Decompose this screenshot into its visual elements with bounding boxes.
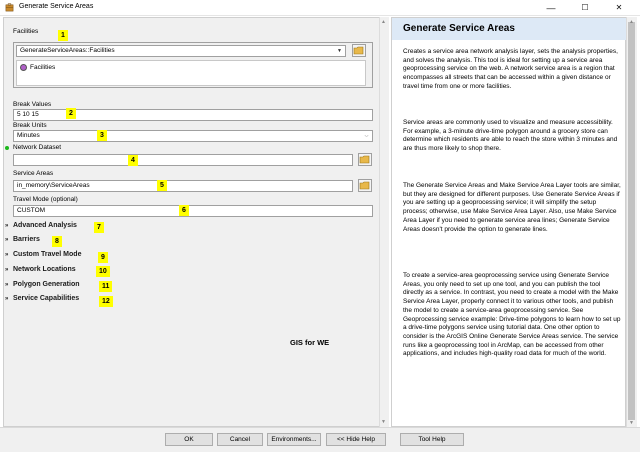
- section-advanced-analysis[interactable]: » Advanced Analysis: [5, 222, 77, 229]
- help-paragraph: The Generate Service Areas and Make Service Area Layer tools are similar, but they are designed for different purposes. Use Generate Service Areas if you are setting up a geoprocessing service; it will simplify the setup process; otherwise, use Make Service Area Layer. Also, use Make Service Area Layer if you need to generate service area lines; Generate Service Areas doesn't provide the option to generate lines.: [403, 182, 621, 233]
- window-title: Generate Service Areas: [19, 3, 94, 10]
- service-areas-label: Service Areas: [13, 170, 54, 177]
- ok-button[interactable]: OK: [165, 433, 213, 446]
- cancel-button[interactable]: Cancel: [217, 433, 263, 446]
- network-dataset-browse-button[interactable]: [358, 153, 372, 166]
- section-network-locations[interactable]: » Network Locations: [5, 266, 76, 273]
- marker-9: 9: [98, 252, 108, 263]
- minimize-button[interactable]: —: [546, 3, 556, 13]
- marker-12: 12: [99, 296, 113, 307]
- break-units-value: Minutes: [17, 132, 40, 139]
- section-service-capabilities[interactable]: » Service Capabilities: [5, 295, 80, 302]
- folder-icon: [359, 180, 371, 191]
- travel-mode-input[interactable]: CUSTOM: [13, 205, 373, 217]
- toolbox-icon: [5, 3, 14, 12]
- title-bar: [0, 0, 640, 16]
- break-values-input[interactable]: 5 10 15: [13, 109, 373, 121]
- hide-help-button[interactable]: << Hide Help: [326, 433, 386, 446]
- marker-2: 2: [66, 108, 76, 119]
- scroll-up-arrow-icon[interactable]: ▲: [381, 19, 386, 25]
- marker-4: 4: [128, 155, 138, 166]
- required-indicator-icon: [5, 146, 9, 150]
- marker-10: 10: [96, 266, 110, 277]
- feature-symbol-icon: [20, 64, 27, 71]
- help-scrollbar-thumb[interactable]: [628, 22, 635, 420]
- section-custom-travel-mode[interactable]: » Custom Travel Mode: [5, 251, 82, 258]
- travel-mode-label: Travel Mode (optional): [13, 196, 78, 203]
- service-areas-browse-button[interactable]: [358, 179, 372, 192]
- facilities-list: [16, 60, 366, 86]
- section-barriers[interactable]: » Barriers: [5, 236, 40, 243]
- chevron-double-down-icon: »: [5, 223, 9, 229]
- facilities-value: GenerateServiceAreas::Facilities: [20, 47, 115, 54]
- help-paragraph: Service areas are commonly used to visualize and measure accessibility. For example, a 3-minute drive-time polygon around a grocery store can determine which residents are able to reach the store within 3 minutes and are thus more likely to shop there.: [403, 119, 618, 153]
- marker-6: 6: [179, 205, 189, 216]
- close-button[interactable]: ✕: [615, 3, 623, 12]
- chevron-double-down-icon: »: [5, 282, 9, 288]
- help-paragraph: To create a service-area geoprocessing service using Generate Service Areas, you only need to set up one tool, and you can publish the tool directly as a service. In contrast, you need to create a model with the Make Service Area Layer, properly connect it to various other tools, and publish the model to create a service-area geoprocessing service. See Geoprocessing service example: Drive-time polygons to learn how to set up a drive-time polygons service using tutorial data. One other option to consider is the ArcGIS Online Generate Service Areas service. The service runs like a geoprocessing tool in ArcMap, can be accessed from other applications, and includes high-quality road data for much of the world.: [403, 272, 621, 358]
- parameters-scrollbar[interactable]: [379, 17, 389, 427]
- marker-7: 7: [94, 222, 104, 233]
- scroll-up-arrow-icon[interactable]: ▲: [629, 19, 634, 25]
- facilities-browse-button[interactable]: [352, 44, 366, 57]
- section-polygon-generation[interactable]: » Polygon Generation: [5, 281, 80, 288]
- marker-11: 11: [99, 281, 112, 292]
- break-units-select[interactable]: [13, 130, 373, 142]
- facilities-combobox[interactable]: [16, 45, 346, 57]
- marker-8: 8: [52, 236, 62, 247]
- network-dataset-label: Network Dataset: [13, 144, 62, 151]
- environments-button[interactable]: Environments...: [267, 433, 321, 446]
- chevron-down-icon[interactable]: ⌵: [364, 133, 369, 139]
- network-dataset-input[interactable]: [13, 154, 353, 166]
- marker-1: 1: [58, 30, 68, 41]
- chevron-double-down-icon: »: [5, 296, 9, 302]
- help-pane: [391, 17, 626, 427]
- maximize-button[interactable]: ☐: [581, 3, 589, 12]
- marker-3: 3: [97, 130, 107, 141]
- folder-icon: [353, 45, 365, 56]
- folder-icon: [359, 154, 371, 165]
- marker-5: 5: [157, 180, 167, 191]
- facilities-label: Facilities: [13, 28, 39, 35]
- help-title: Generate Service Areas: [392, 18, 627, 40]
- scroll-down-arrow-icon[interactable]: ▼: [381, 419, 386, 425]
- scroll-down-arrow-icon[interactable]: ▼: [629, 420, 634, 426]
- chevron-down-icon[interactable]: ▼: [337, 48, 342, 54]
- break-units-label: Break Units: [13, 122, 47, 129]
- service-areas-input[interactable]: in_memory\ServiceAreas: [13, 180, 353, 192]
- chevron-double-down-icon: »: [5, 252, 9, 258]
- facilities-item-label: Facilities: [30, 64, 56, 71]
- tool-help-button[interactable]: Tool Help: [400, 433, 464, 446]
- watermark-text: GIS for WE: [290, 338, 330, 347]
- chevron-double-down-icon: »: [5, 237, 9, 243]
- break-values-label: Break Values: [13, 101, 52, 108]
- help-paragraph: Creates a service area network analysis layer, sets the analysis properties, and solves the analysis. This tool is ideal for setting up a service area geoprocessing service on the web. A network service area is a region that encompasses all streets that can be accessed within a given distance or travel time from one or more facilities.: [403, 48, 618, 90]
- chevron-double-down-icon: »: [5, 267, 9, 273]
